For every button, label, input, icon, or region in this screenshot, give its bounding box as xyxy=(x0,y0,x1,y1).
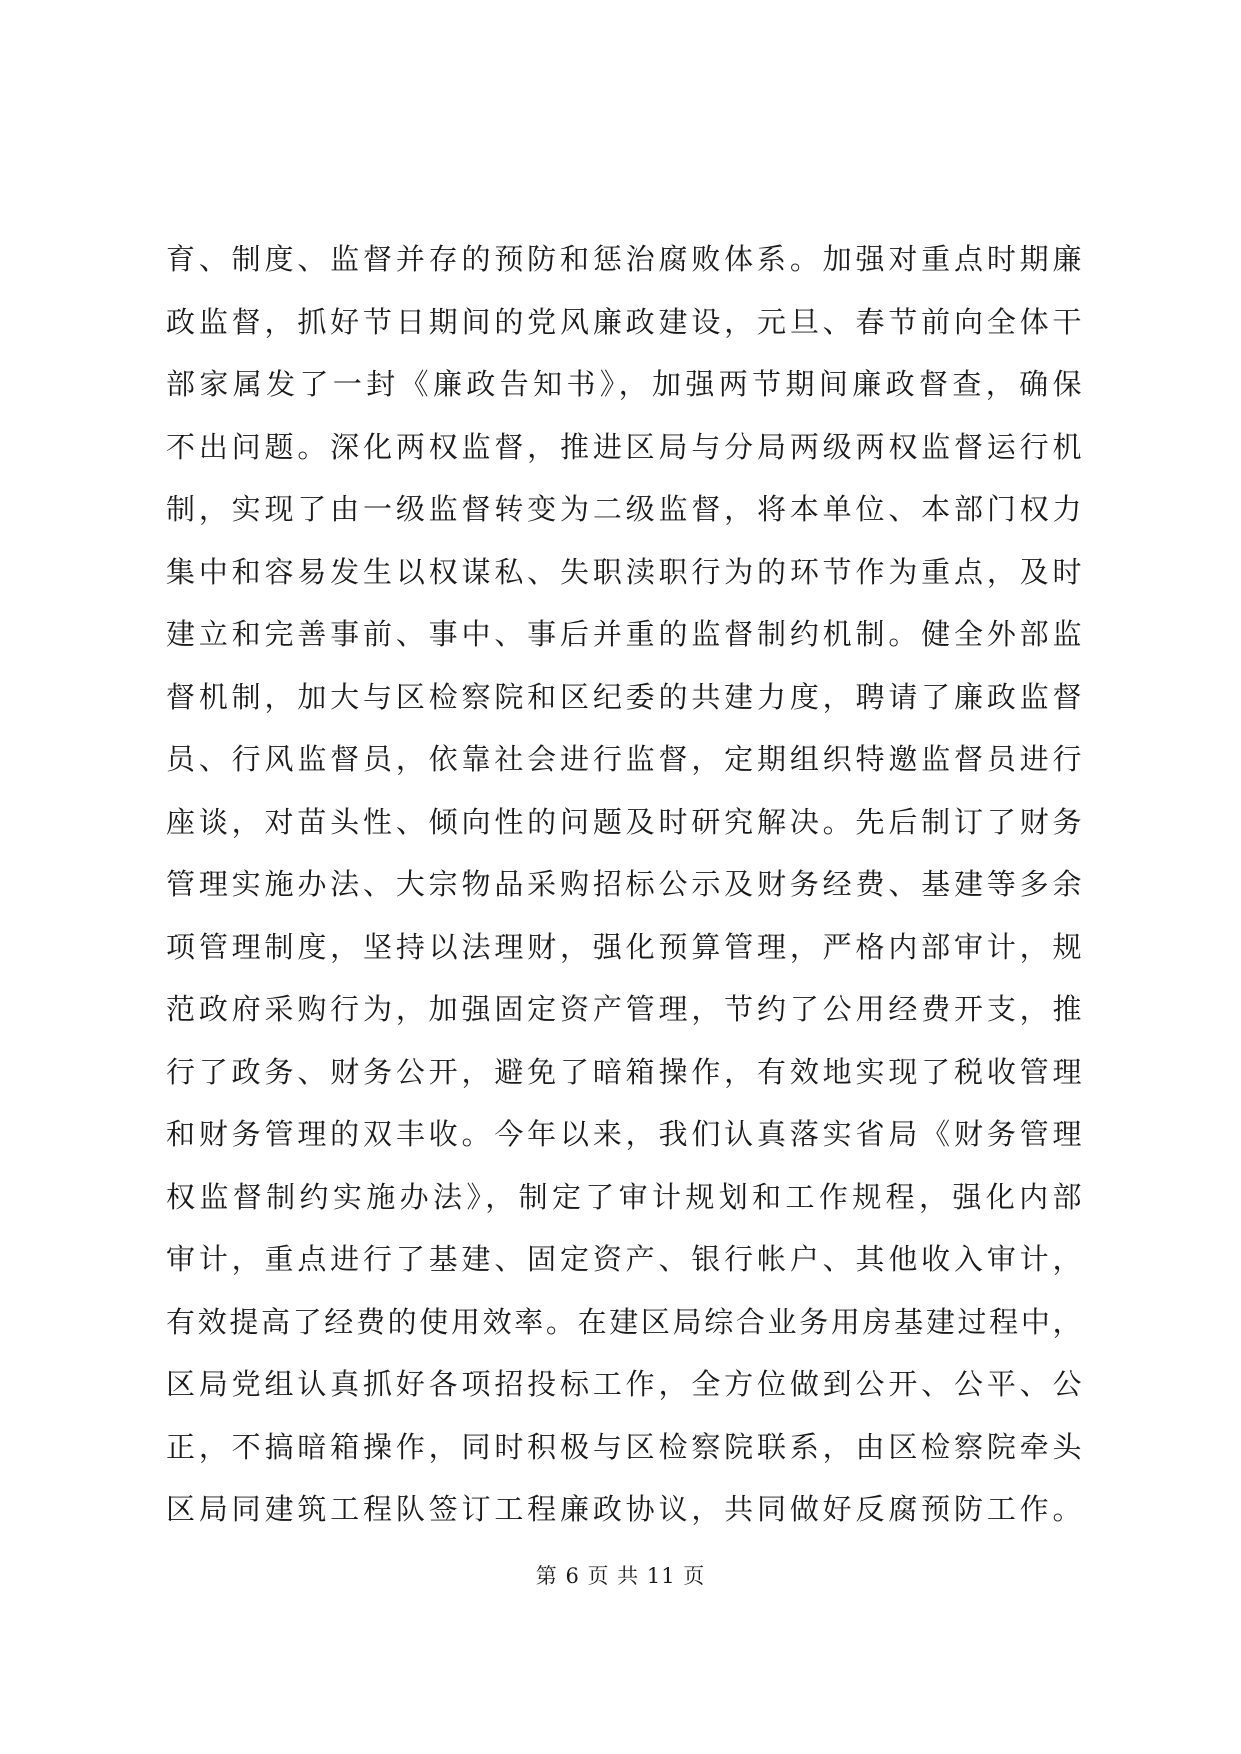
text-line: 权监督制约实施办法》，制定了审计规划和工作规程，强化内部 xyxy=(166,1179,1082,1214)
page-number-footer: 第 6 页 共 11 页 xyxy=(535,1564,706,1588)
text-line: 区局同建筑工程队签订工程廉政协议，共同做好反腐预防工作。 xyxy=(166,1492,1082,1526)
text-line: 区局党组认真抓好各项招投标工作，全方位做到公开、公平、公 xyxy=(166,1367,1082,1401)
text-line: 员、行风监督员，依靠社会进行监督，定期组织特邀监督员进行 xyxy=(166,742,1082,776)
text-line: 范政府采购行为，加强固定资产管理，节约了公用经费开支，推 xyxy=(166,992,1082,1026)
text-line: 建立和完善事前、事中、事后并重的监督制约机制。健全外部监 xyxy=(166,617,1082,651)
text-line: 部家属发了一封《廉政告知书》，加强两节期间廉政督查，确保 xyxy=(166,367,1082,401)
text-line: 集中和容易发生以权谋私、失职渎职行为的环节作为重点，及时 xyxy=(166,554,1082,589)
text-line: 不出问题。深化两权监督，推进区局与分局两级两权监督运行机 xyxy=(166,429,1082,464)
text-line: 行了政务、财务公开，避免了暗箱操作，有效地实现了税收管理 xyxy=(166,1054,1082,1089)
body-text xyxy=(166,228,1082,1541)
text-line: 管理实施办法、大宗物品采购招标公示及财务经费、基建等多余 xyxy=(166,867,1082,901)
text-line: 督机制，加大与区检察院和区纪委的共建力度，聘请了廉政监督 xyxy=(166,679,1082,714)
text-line: 育、制度、监督并存的预防和惩治腐败体系。加强对重点时期廉 xyxy=(166,242,1082,276)
text-line: 制，实现了由一级监督转变为二级监督，将本单位、本部门权力 xyxy=(166,492,1082,526)
text-line: 正，不搞暗箱操作，同时积极与区检察院联系，由区检察院牵头 xyxy=(166,1429,1082,1464)
text-line: 政监督，抓好节日期间的党风廉政建设，元旦、春节前向全体干 xyxy=(166,304,1082,339)
text-line: 有效提高了经费的使用效率。在建区局综合业务用房基建过程中， xyxy=(166,1304,1082,1339)
text-line: 审计，重点进行了基建、固定资产、银行帐户、其他收入审计， xyxy=(166,1242,1082,1276)
text-line: 座谈，对苗头性、倾向性的问题及时研究解决。先后制订了财务 xyxy=(166,804,1082,839)
text-line: 和财务管理的双丰收。今年以来，我们认真落实省局《财务管理 xyxy=(166,1117,1082,1151)
text-line: 项管理制度，坚持以法理财，强化预算管理，严格内部审计，规 xyxy=(166,929,1082,964)
